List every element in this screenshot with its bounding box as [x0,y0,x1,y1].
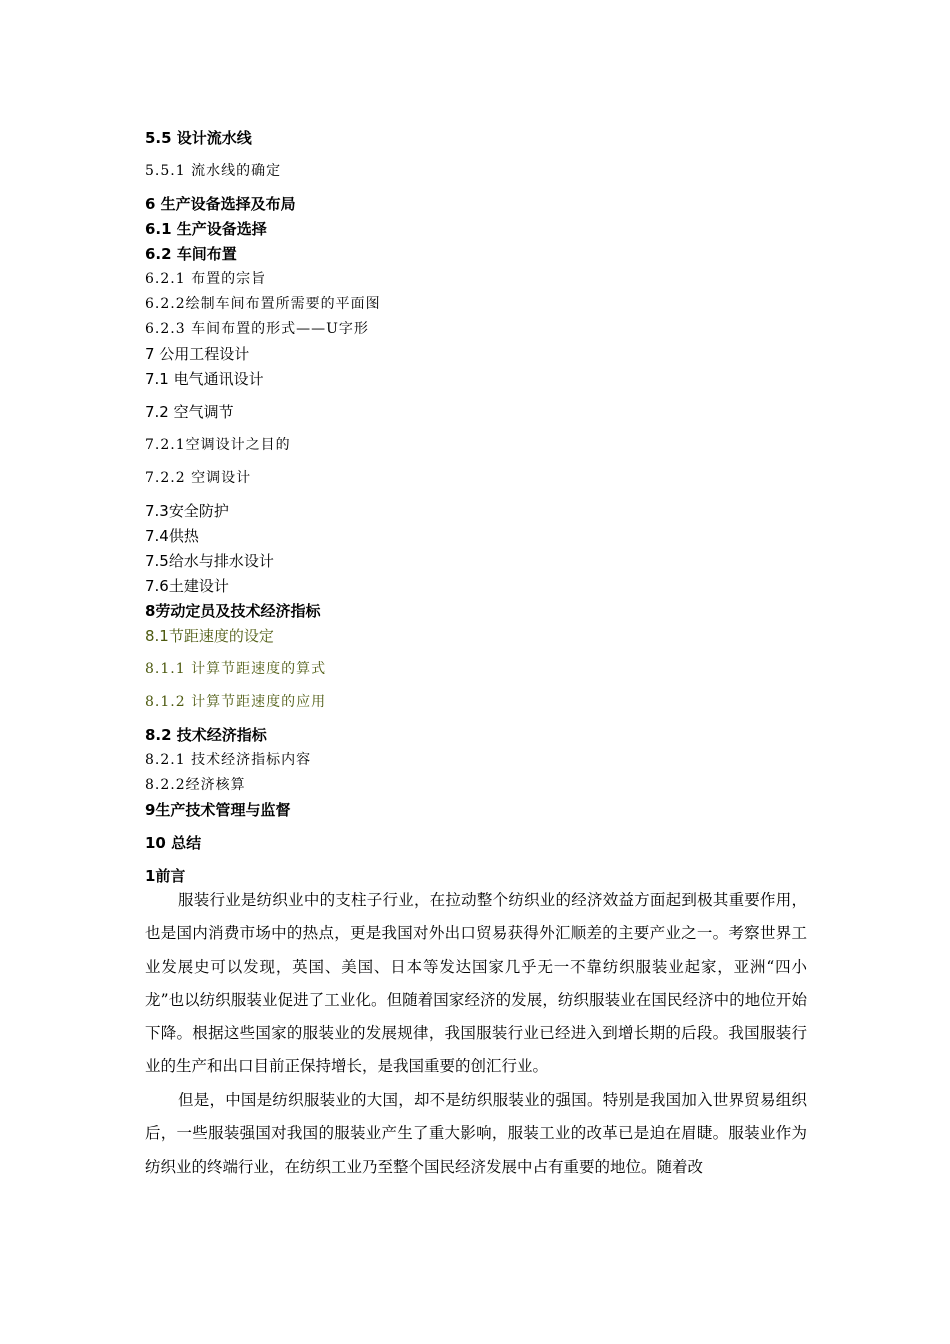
toc-entry: 7.1 电气通讯设计 [145,370,264,388]
toc-entry: 5.5.1 流水线的确定 [145,163,282,179]
toc-entry: 8.2.1 技术经济指标内容 [145,752,312,768]
toc-entry: 8劳动定员及技术经济指标 [145,602,321,620]
toc-entry: 8.1.2 计算节距速度的应用 [145,694,327,710]
toc-entry: 8.2 技术经济指标 [145,726,267,744]
toc-entry: 7.3安全防护 [145,502,229,520]
toc-entry: 7.5给水与排水设计 [145,552,274,570]
toc-entry: 7.6土建设计 [145,577,229,595]
toc-entry: 10 总结 [145,834,202,852]
body-paragraph: 但是，中国是纺织服装业的大国，却不是纺织服装业的强国。特别是我国加入世界贸易组织后，一些服装强国对我国的服装业产生了重大影响，服装工业的改革已是迫在眉睫。服装业作为纺织业的终端行业，在纺织工业乃至整个国民经济发展中占有重要的地位。随着改 [145,1091,807,1176]
section-heading: 1前言 [145,867,186,885]
toc-entry: 5.5 设计流水线 [145,129,252,147]
toc-entry: 6.2.2绘制车间布置所需要的平面图 [145,296,381,312]
toc-entry: 6.2.3 车间布置的形式——U字形 [145,321,369,337]
toc-entry: 6.2.1 布置的宗旨 [145,271,267,287]
toc-entry: 6.1 生产设备选择 [145,220,267,238]
toc-entry: 7.2.2 空调设计 [145,470,252,486]
toc-entry: 7.2 空气调节 [145,403,234,421]
toc-entry: 7.2.1空调设计之目的 [145,437,291,453]
toc-entry: 6.2 车间布置 [145,245,237,263]
body-paragraph: 服装行业是纺织业中的支柱子行业，在拉动整个纺织业的经济效益方面起到极其重要作用，也是国内消费市场中的热点，更是我国对外出口贸易获得外汇顺差的主要产业之一。考察世界工业发展史可以发现，英国、美国、日本等发达国家几乎无一不靠纺织服装业起家，亚洲“四小龙”也以纺织服装业促进了工业化。但随着国家经济的发展，纺织服装业在国民经济中的地位开始下降。根据这些国家的服装业的发展规律，我国服装行业已经进入到增长期的后段。我国服装行业的生产和出口目前正保持增长，是我国重要的创汇行业。 [145,891,807,1076]
toc-entry: 7 公用工程设计 [145,345,250,363]
toc-entry: 8.1节距速度的设定 [145,627,274,645]
toc-entry: 6 生产设备选择及布局 [145,195,296,213]
toc-entry: 8.2.2经济核算 [145,777,246,793]
toc-entry: 8.1.1 计算节距速度的算式 [145,661,327,677]
toc-entry: 9生产技术管理与监督 [145,801,291,819]
toc-entry: 7.4供热 [145,527,199,545]
